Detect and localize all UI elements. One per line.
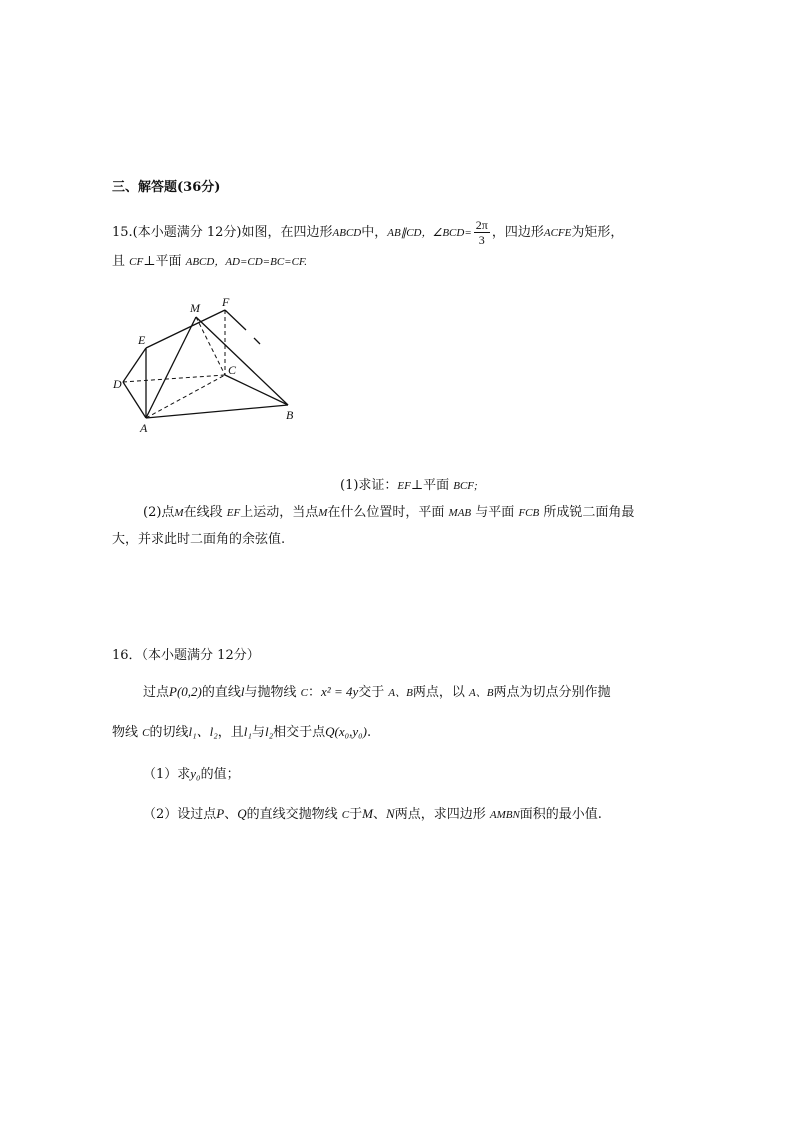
q16-l2-h: l₂ — [264, 724, 274, 739]
section-title: 三、解答题(36分) — [112, 180, 221, 195]
q15-head: 15.(本小题满分 12分)如图，在四边形 — [112, 225, 333, 240]
q15-part2-i: 与平面 — [475, 505, 515, 520]
q15-part1-c: ⊥平面 — [410, 478, 450, 493]
q16-part1 — [143, 764, 240, 785]
q16-l1-k: 两点，以 — [412, 685, 465, 700]
edge-EF — [146, 310, 225, 348]
q15-part2-b: M — [174, 507, 184, 519]
geometry-figure — [108, 290, 318, 440]
q15-part2-line1 — [143, 503, 634, 523]
q16-l1-m: 两点为切点分别作抛 — [493, 685, 611, 700]
q15-part2-j: FCB — [518, 507, 540, 519]
q15-frac-den: 3 — [478, 233, 485, 247]
q15-part2-line2: 大，并求此时二面角的余弦值. — [112, 532, 286, 547]
q16-l2-k: . — [367, 725, 372, 740]
q16-l2-b: C — [142, 727, 150, 739]
q15-part2-a: (2)点 — [143, 505, 175, 520]
q16-l2-i: 相交于点 — [273, 725, 326, 740]
q16-l2-f: l₁ — [243, 724, 252, 739]
label-A: A — [140, 421, 148, 435]
q16-line1 — [143, 682, 610, 703]
label-E: E — [138, 333, 146, 347]
q16-l1-b: P(0,2) — [169, 684, 202, 699]
q16-l1-a: 过点 — [143, 685, 170, 700]
q16-l2-d: l₁、l₂ — [188, 724, 218, 739]
q16-p2-f: C — [341, 809, 350, 821]
q15-part2-e: 上运动，当点 — [240, 505, 319, 520]
label-M: M — [190, 301, 200, 315]
q15-part1-d: BCF; — [453, 480, 478, 492]
q16-l1-i: 交于 — [358, 685, 385, 700]
q16-p2-l: AMBN — [489, 809, 520, 821]
q15-parallel: AB∥CD，∠BCD= — [387, 227, 472, 239]
q16-p1-a: （1）求 — [143, 767, 191, 782]
q16-p2-g: 于 — [349, 807, 363, 822]
q15-part2-k: 所成锐二面角最 — [543, 505, 635, 520]
q15-line2-c: ⊥平面 — [143, 254, 182, 269]
q16-p1-c: 的值； — [200, 767, 240, 782]
q15-line2-a: 且 — [112, 254, 126, 269]
q16-l2-e: ，且 — [217, 725, 244, 740]
edge-CB — [225, 375, 288, 405]
q16-l1-e: 与抛物线 — [244, 685, 297, 700]
q16-l2-c: 的切线 — [149, 725, 189, 740]
q15-mid1: 中， — [361, 225, 388, 240]
q15-line1 — [112, 218, 623, 247]
q16-p2-a: （2）设过点 — [143, 807, 217, 822]
edge-DA — [123, 382, 146, 418]
label-D: D — [113, 377, 122, 391]
q16-l1-g: ： — [308, 685, 322, 700]
q16-p2-h: M — [362, 806, 373, 821]
q15-part2-c: 在线段 — [183, 505, 223, 520]
q15-abcd: ABCD — [332, 227, 362, 239]
q16-p2-b: P — [216, 806, 225, 821]
edge-FB-upper — [225, 310, 246, 330]
q16-part2 — [143, 804, 602, 825]
q15-fraction — [474, 218, 490, 247]
q15-line2-d: ABCD，AD=CD=BC=CF. — [185, 256, 307, 268]
q15-frac-num: 2π — [475, 218, 488, 232]
q16-p2-d: Q — [237, 806, 247, 821]
q15-mid2: ，四边形 — [491, 225, 544, 240]
edge-DC — [123, 375, 225, 382]
edge-FB-mid — [254, 338, 260, 344]
q16-l1-l: A、B — [469, 687, 494, 699]
edge-MB — [196, 317, 288, 405]
q16-head: 16．（本小题满分 12分） — [112, 648, 260, 663]
q15-line2 — [112, 252, 307, 272]
q16-l2-a: 物线 — [112, 725, 139, 740]
q15-part2-d: EF — [226, 507, 241, 519]
q15-line2-b: CF — [129, 256, 144, 268]
label-C: C — [228, 363, 237, 377]
q16-p2-m: 面积的最小值. — [519, 807, 602, 822]
q16-line2 — [112, 722, 371, 743]
q16-p2-i: 、 — [373, 807, 387, 822]
q16-p2-e: 的直线交抛物线 — [246, 807, 338, 822]
q16-l1-j: A、B — [388, 687, 413, 699]
q16-l2-g: 与 — [251, 725, 265, 740]
q16-l1-h: x² = 4y — [321, 684, 359, 699]
q15-part1-b: EF — [397, 480, 411, 492]
q16-l2-j: Q(x₀,y₀) — [325, 724, 367, 739]
q15-tail: 为矩形， — [571, 225, 624, 240]
edge-AM — [146, 317, 196, 418]
q16-p2-k: 两点，求四边形 — [394, 807, 486, 822]
q16-p2-j: N — [386, 806, 395, 821]
q16-p2-c: 、 — [224, 807, 238, 822]
q16-l1-c: 的直线 — [201, 685, 241, 700]
label-F: F — [222, 295, 230, 309]
q15-part1 — [340, 476, 478, 496]
label-B: B — [286, 408, 294, 422]
edge-ED — [123, 348, 146, 382]
q15-part2-f: M — [318, 507, 328, 519]
q16-l1-d: l — [240, 684, 245, 699]
q15-part2-h: MAB — [448, 507, 472, 519]
q15-part2-g: 在什么位置时，平面 — [327, 505, 445, 520]
q16-l1-f: C — [300, 687, 309, 699]
edge-MC — [196, 317, 225, 375]
q16-p1-b: y₀ — [190, 766, 201, 781]
q15-acfe: ACFE — [543, 227, 572, 239]
q15-part1-a: (1)求证： — [340, 478, 398, 493]
